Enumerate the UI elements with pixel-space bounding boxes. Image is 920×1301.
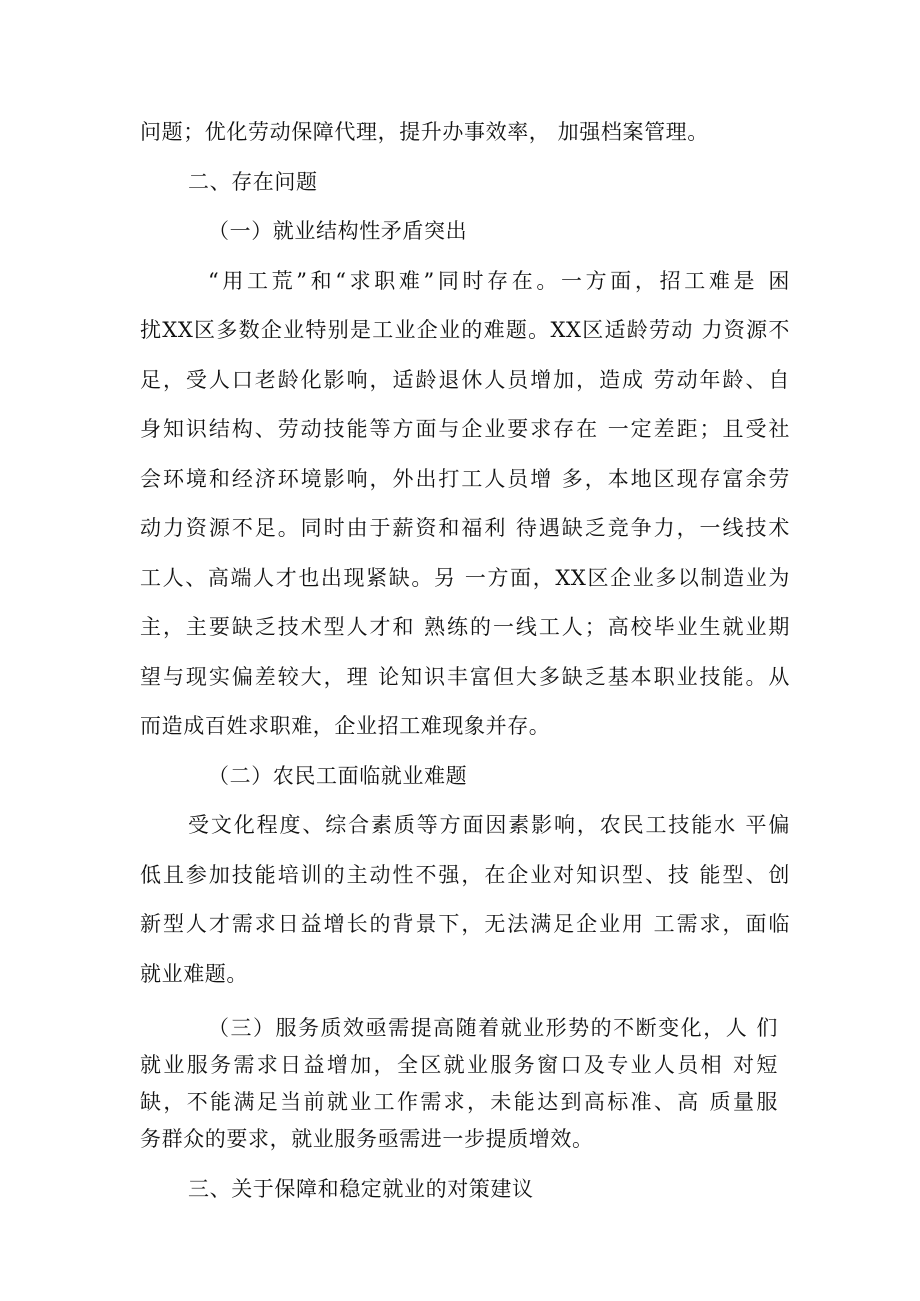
text-line: 身知识结构、劳动技能等方面与企业要求存在 一定差距；且受社	[140, 417, 790, 441]
text-line: 足，受人口老龄化影响，适龄退休人员增加，造成 劳动年龄、自	[140, 368, 790, 392]
text-line: 问题；优化劳动保障代理，提升办事效率， 加强档案管理。	[140, 120, 709, 144]
text-line: 新型人才需求日益增长的背景下，无法满足企业用 工需求，面临	[140, 912, 790, 936]
section-heading: 二、存在问题	[188, 170, 318, 194]
text-line: 低且参加技能培训的主动性不强，在企业对知识型、技 能型、创	[140, 863, 790, 887]
text-line: 主，主要缺乏技术型人才和 熟练的一线工人；高校毕业生就业期	[140, 615, 790, 639]
subsection-heading: （二）农民工面临就业难题	[208, 764, 468, 788]
subsection-heading: （一）就业结构性矛盾突出	[208, 219, 468, 243]
text-line: 动力资源不足。同时由于薪资和福利 待遇缺乏竞争力，一线技术	[140, 516, 790, 540]
section-heading: 三、关于保障和稳定就业的对策建议	[188, 1177, 534, 1201]
text-line: 而造成百姓求职难，企业招工难现象并存。	[140, 714, 551, 738]
text-line: 望与现实偏差较大，理 论知识丰富但大多缺乏基本职业技能。从	[140, 665, 790, 689]
subsection-heading: （三）服务质效亟需提高随着就业形势的不断变化，人 们	[208, 1016, 778, 1040]
text-line: 扰XX区多数企业特别是工业企业的难题。XX区适龄劳动 力资源不	[140, 318, 790, 342]
text-line: 工人、高端人才也出现紧缺。另 一方面，XX区企业多以制造业为	[140, 566, 790, 590]
text-line: “用工荒”和“求职难”同时存在。一方面，招工难是 困	[208, 269, 790, 293]
text-line: 就业服务需求日益增加，全区就业服务窗口及专业人员相 对短	[140, 1053, 778, 1077]
text-line: 务群众的要求，就业服务亟需进一步提质增效。	[140, 1127, 594, 1151]
text-line: 会环境和经济环境影响，外出打工人员增 多，本地区现存富余劳	[140, 467, 790, 491]
text-line: 缺，不能满足当前就业工作需求，未能达到高标准、高 质量服	[140, 1090, 778, 1114]
text-line: 就业难题。	[140, 962, 248, 986]
text-line: 受文化程度、综合素质等方面因素影响，农民工技能水 平偏	[188, 813, 790, 837]
